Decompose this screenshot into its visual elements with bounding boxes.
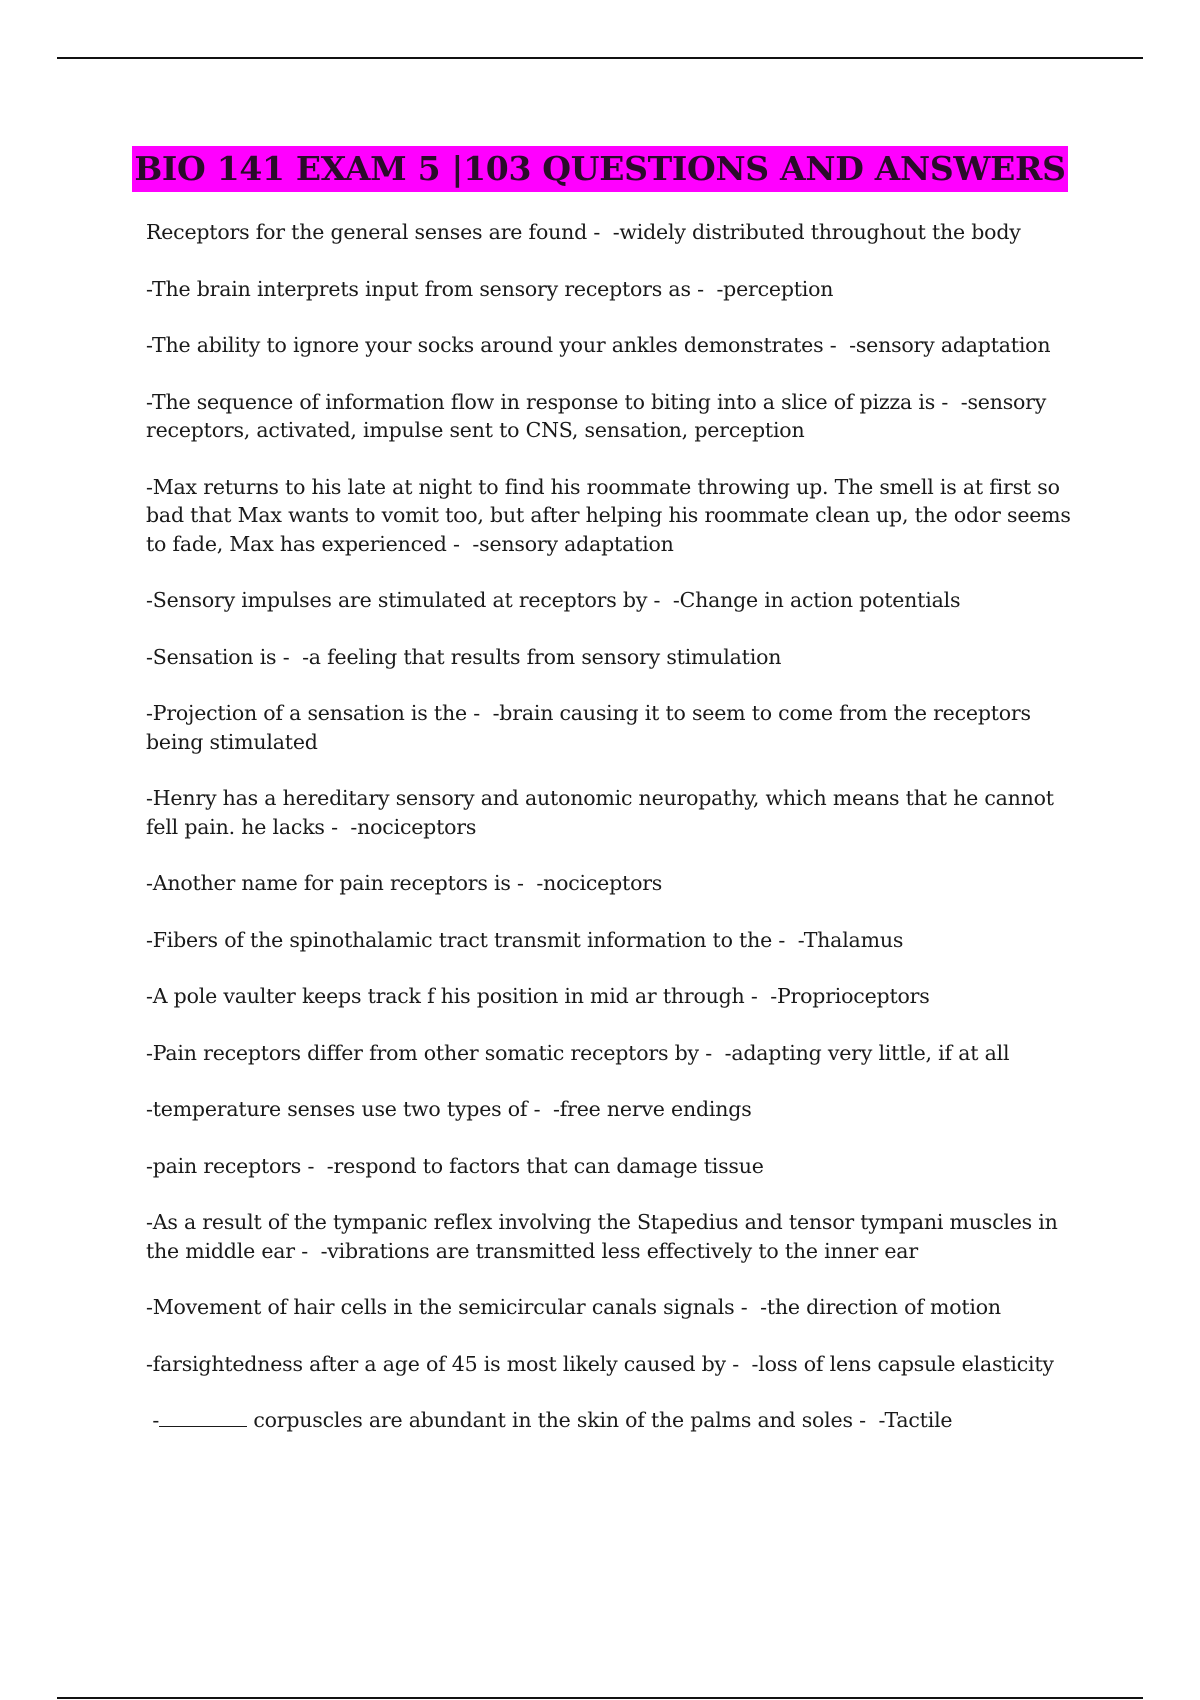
qa-item bbox=[146, 331, 1076, 360]
qa-separator: - - bbox=[935, 389, 968, 414]
question-text: -temperature senses use two types of bbox=[146, 1097, 528, 1121]
qa-separator: - - bbox=[744, 984, 777, 1008]
question-text: -Another name for pain receptors is bbox=[146, 871, 511, 895]
answer-text: the direction of motion bbox=[766, 1295, 1001, 1319]
answer-text: sensory adaptation bbox=[479, 531, 674, 556]
qa-item bbox=[146, 1350, 1076, 1379]
answer-text: perception bbox=[723, 276, 834, 301]
answer-text: widely distributed throughout the body bbox=[619, 220, 1021, 244]
answer-text: sensory receptors, activated, impulse sent to CNS, sensation, perception bbox=[146, 389, 1047, 442]
question-text: -The sequence of information flow in response to biting into a slice of pizza is bbox=[146, 389, 936, 414]
answer-text: loss of lens capsule elasticity bbox=[758, 1351, 1054, 1376]
answer-text: nociceptors bbox=[543, 871, 663, 895]
answer-text: respond to factors that can damage tissue bbox=[333, 1153, 764, 1178]
document-title: BIO 141 EXAM 5 |103 QUESTIONS AND ANSWERS bbox=[132, 146, 1067, 192]
answer-text: adapting very little, if at all bbox=[731, 1040, 1010, 1065]
question-text: -Fibers of the spinothalamic tract transmit information to the bbox=[146, 927, 773, 952]
question-text: -As a result of the tympanic reflex involving the Stapedius and tensor tympani muscles in the middle ear bbox=[146, 1210, 1058, 1263]
qa-item bbox=[146, 643, 1076, 672]
question-text: -Max returns to his late at night to find his roommate throwing up. The smell is at first so bad that Max wants to vomit too, but after helping his roommate clean up, the odor seems to fade, Max has experienced bbox=[146, 474, 1071, 556]
title-wrap bbox=[0, 146, 1200, 192]
qa-item bbox=[146, 586, 1076, 615]
answer-text: Thalamus bbox=[803, 927, 904, 952]
qa-separator: - - bbox=[301, 1153, 334, 1178]
qa-separator: - - bbox=[647, 588, 680, 612]
qa-separator: - - bbox=[446, 531, 480, 556]
qa-separator: - - bbox=[772, 927, 804, 952]
qa-item bbox=[146, 275, 1076, 304]
top-rule bbox=[57, 57, 1143, 59]
qa-list bbox=[146, 218, 1076, 1463]
question-text: -farsightedness after a age of 45 is most likely caused by bbox=[146, 1351, 726, 1376]
question-text: Receptors for the general senses are found bbox=[146, 220, 588, 244]
question-text: -The ability to ignore your socks around your ankles demonstrates bbox=[146, 333, 824, 357]
qa-separator: - - bbox=[510, 871, 544, 895]
qa-item bbox=[146, 869, 1076, 898]
question-text: -Movement of hair cells in the semicircular canals signals bbox=[146, 1295, 735, 1319]
question-text: -The brain interprets input from sensory receptors as bbox=[146, 276, 691, 301]
qa-separator: - - bbox=[466, 701, 500, 725]
qa-item bbox=[146, 1293, 1076, 1322]
answer-text: free nerve endings bbox=[559, 1097, 752, 1121]
qa-separator: - - bbox=[324, 814, 358, 839]
qa-item bbox=[146, 699, 1076, 756]
qa-item bbox=[146, 473, 1076, 559]
qa-separator: - - bbox=[527, 1097, 560, 1121]
question-text: -pain receptors bbox=[146, 1153, 302, 1178]
answer-text: a feeling that results from sensory stimulation bbox=[308, 644, 782, 669]
question-text: corpuscles are abundant in the skin of the palms and soles bbox=[247, 1408, 853, 1432]
qa-separator: - - bbox=[725, 1351, 759, 1376]
qa-item bbox=[146, 218, 1076, 247]
qa-separator: - - bbox=[852, 1408, 885, 1432]
question-text: -Sensory impulses are stimulated at receptors by bbox=[146, 588, 648, 612]
question-text: -Sensation is bbox=[146, 644, 277, 669]
qa-separator: - - bbox=[587, 220, 620, 244]
qa-item bbox=[146, 1152, 1076, 1181]
qa-item bbox=[146, 1095, 1076, 1124]
answer-text: nociceptors bbox=[357, 814, 477, 839]
qa-item bbox=[146, 1039, 1076, 1068]
qa-item-fill-blank bbox=[146, 1406, 1076, 1435]
qa-separator: - - bbox=[823, 333, 856, 357]
qa-item bbox=[146, 926, 1076, 955]
bottom-rule bbox=[57, 1697, 1143, 1699]
qa-item bbox=[146, 784, 1076, 841]
answer-text: sensory adaptation bbox=[855, 333, 1051, 357]
answer-text: brain causing it to seem to come from the receptors being stimulated bbox=[146, 701, 1031, 754]
blank-line bbox=[159, 1408, 247, 1427]
answer-text: Tactile bbox=[884, 1408, 953, 1432]
qa-separator: - - bbox=[276, 644, 309, 669]
question-text: -Pain receptors differ from other somatic receptors by bbox=[146, 1040, 699, 1065]
question-text: -Projection of a sensation is the bbox=[146, 701, 467, 725]
question-text: -A pole vaulter keeps track f his position in mid ar through bbox=[146, 984, 745, 1008]
question-prefix: - bbox=[146, 1408, 160, 1432]
qa-separator: - - bbox=[698, 1040, 732, 1065]
answer-text: vibrations are transmitted less effectively to the inner ear bbox=[327, 1238, 918, 1263]
qa-item bbox=[146, 1208, 1076, 1265]
answer-text: Change in action potentials bbox=[679, 588, 961, 612]
answer-text: Proprioceptors bbox=[776, 984, 930, 1008]
qa-item bbox=[146, 982, 1076, 1011]
question-text: -Henry has a hereditary sensory and autonomic neuropathy, which means that he cannot fell pain. he lacks bbox=[146, 786, 1054, 839]
qa-separator: - - bbox=[294, 1238, 328, 1263]
qa-separator: - - bbox=[690, 276, 724, 301]
qa-item bbox=[146, 388, 1076, 445]
qa-separator: - - bbox=[734, 1295, 767, 1319]
